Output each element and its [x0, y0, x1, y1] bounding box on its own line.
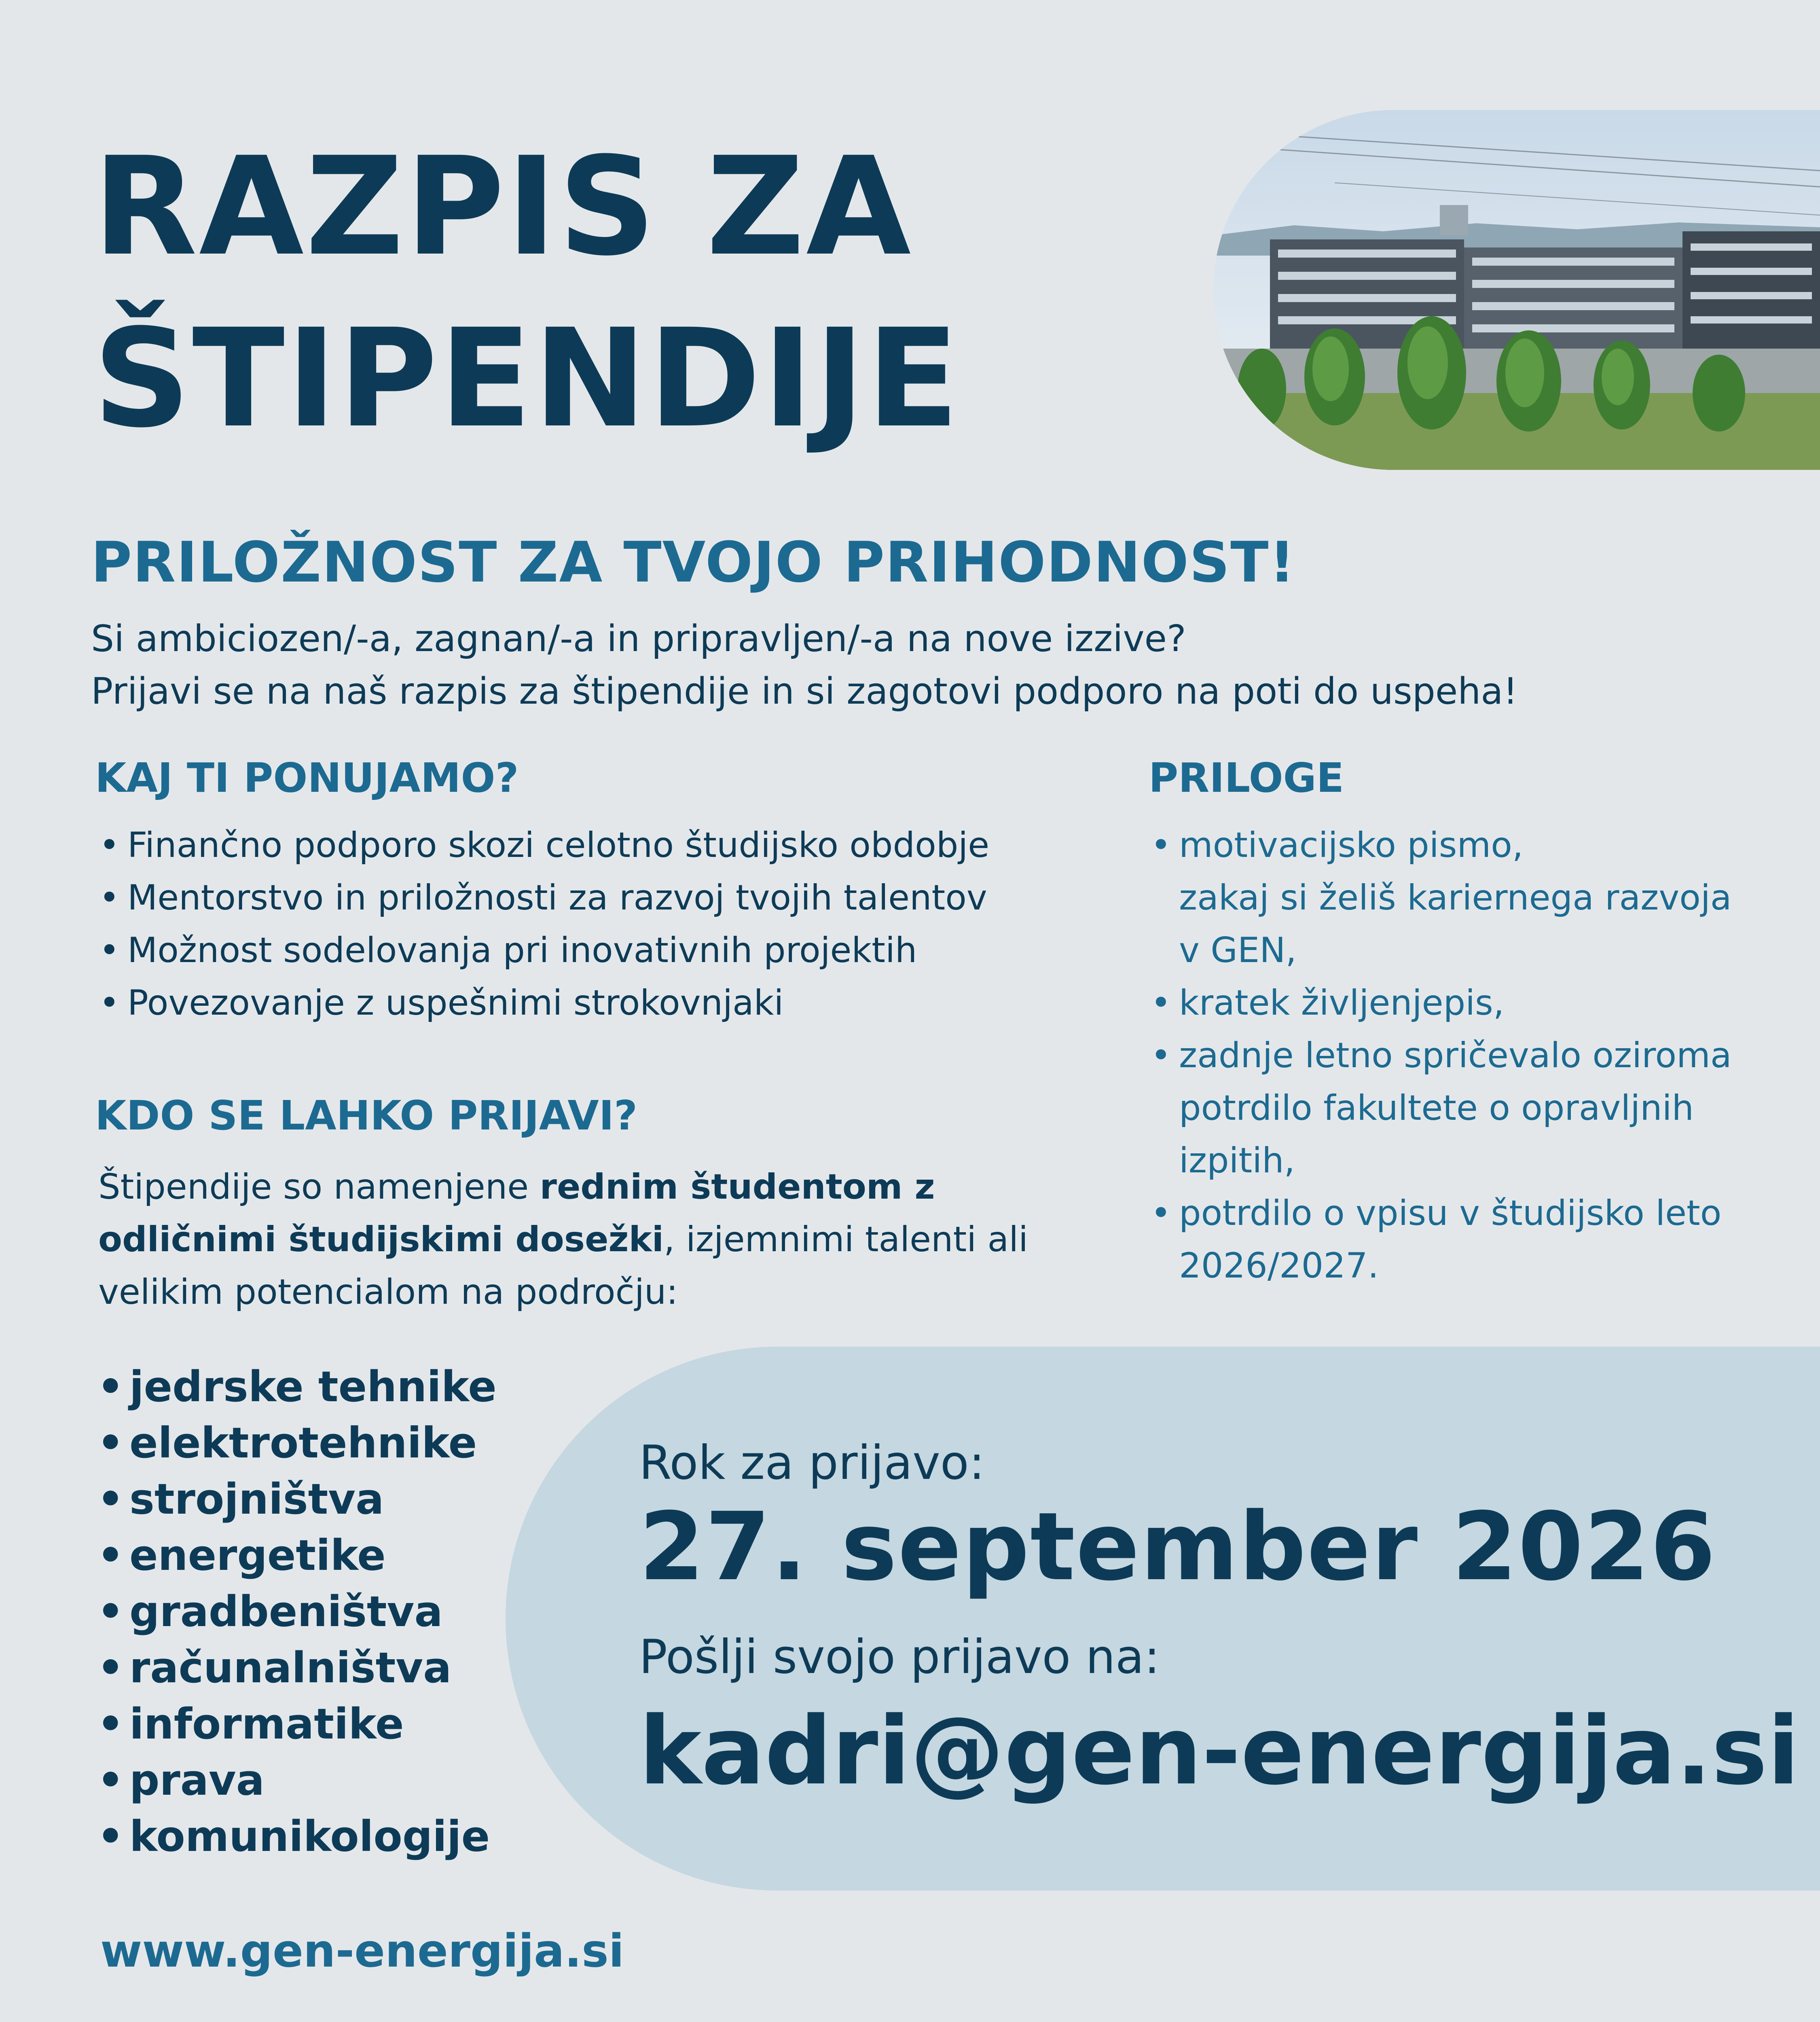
deadline-date: 27. september 2026	[639, 1492, 1716, 1601]
list-item: • prava	[95, 1752, 497, 1808]
list-item-line: zakaj si želiš kariernega razvoja	[1179, 878, 1732, 918]
list-item-line: • kratek življenjepis,	[1179, 983, 1505, 1023]
send-label: Pošlji svojo prijavo na:	[639, 1630, 1160, 1684]
subtitle: PRILOŽNOST ZA TVOJO PRIHODNOST!	[91, 530, 1296, 595]
who-text-bold: odličnimi študijskimi dosežki	[98, 1219, 664, 1260]
who-text-part: velikim potencialom na področju:	[98, 1272, 678, 1312]
title-line-1: RAZPIS ZA	[93, 128, 913, 286]
list-item-line: potrdilo fakultete o opravljnih	[1179, 1088, 1694, 1128]
list-item: • Mentorstvo in priložnosti za razvoj tvojih talentov	[95, 871, 989, 924]
intro-text	[91, 613, 1518, 718]
offer-list	[95, 819, 989, 1029]
list-item-line: • potrdilo o vpisu v študijsko leto	[1179, 1193, 1722, 1233]
deadline-label: Rok za prijavo:	[639, 1436, 985, 1490]
email-link[interactable]: kadri@gen-energija.si	[639, 1696, 1800, 1806]
who-text-part: Štipendije so namenjene	[98, 1167, 540, 1207]
list-item: • strojništva	[95, 1471, 497, 1527]
gen-logo-mark	[1373, 2020, 1729, 2022]
list-item-line: izpitih,	[1179, 1140, 1295, 1181]
list-item: • energetike	[95, 1527, 497, 1584]
list-item-line: 2026/2027.	[1179, 1246, 1379, 1286]
list-item-line: • motivacijsko pismo,	[1179, 825, 1524, 865]
list-item	[1147, 819, 1732, 977]
fields-list	[95, 1359, 497, 1865]
page-title	[93, 121, 1225, 465]
attachments-heading: PRILOGE	[1149, 754, 1344, 802]
list-item: • Možnost sodelovanja pri inovativnih projektih	[95, 924, 989, 977]
list-item	[1147, 1029, 1732, 1187]
who-text-bold: rednim študentom z	[540, 1167, 935, 1207]
list-item	[1147, 977, 1732, 1029]
deadline-panel	[506, 1347, 1820, 1891]
intro-line-2: Prijavi se na naš razpis za štipendije in si zagotovi podporo na poti do uspeha!	[91, 670, 1518, 713]
list-item: • Finančno podporo skozi celotno študijsko obdobje	[95, 819, 989, 871]
list-item: • informatike	[95, 1696, 497, 1752]
list-item-line: • zadnje letno spričevalo oziroma	[1179, 1035, 1732, 1076]
list-item: • komunikologije	[95, 1808, 497, 1865]
intro-line-1: Si ambiciozen/-a, zagnan/-a in pripravljen/-a na nove izzive?	[91, 618, 1186, 660]
list-item: • jedrske tehnike	[95, 1359, 497, 1415]
list-item: • gradbeništva	[95, 1584, 497, 1640]
title-line-2: ŠTIPENDIJE	[93, 300, 961, 458]
website-link[interactable]: www.gen-energija.si	[100, 1925, 624, 1978]
list-item: • računalništva	[95, 1640, 497, 1696]
list-item: • elektrotehnike	[95, 1415, 497, 1471]
list-item	[1147, 1187, 1732, 1292]
building-photo	[1213, 110, 1820, 470]
attachments-list	[1147, 819, 1732, 1292]
list-item-line: v GEN,	[1179, 930, 1297, 971]
list-item: • Povezovanje z uspešnimi strokovnjaki	[95, 977, 989, 1029]
who-heading: KDO SE LAHKO PRIJAVI?	[95, 1092, 638, 1139]
who-text-part: , izjemnimi talenti ali	[664, 1219, 1028, 1260]
who-text	[98, 1161, 1069, 1318]
gen-logo	[1373, 2020, 1729, 2022]
offer-heading: KAJ TI PONUJAMO?	[95, 754, 519, 802]
